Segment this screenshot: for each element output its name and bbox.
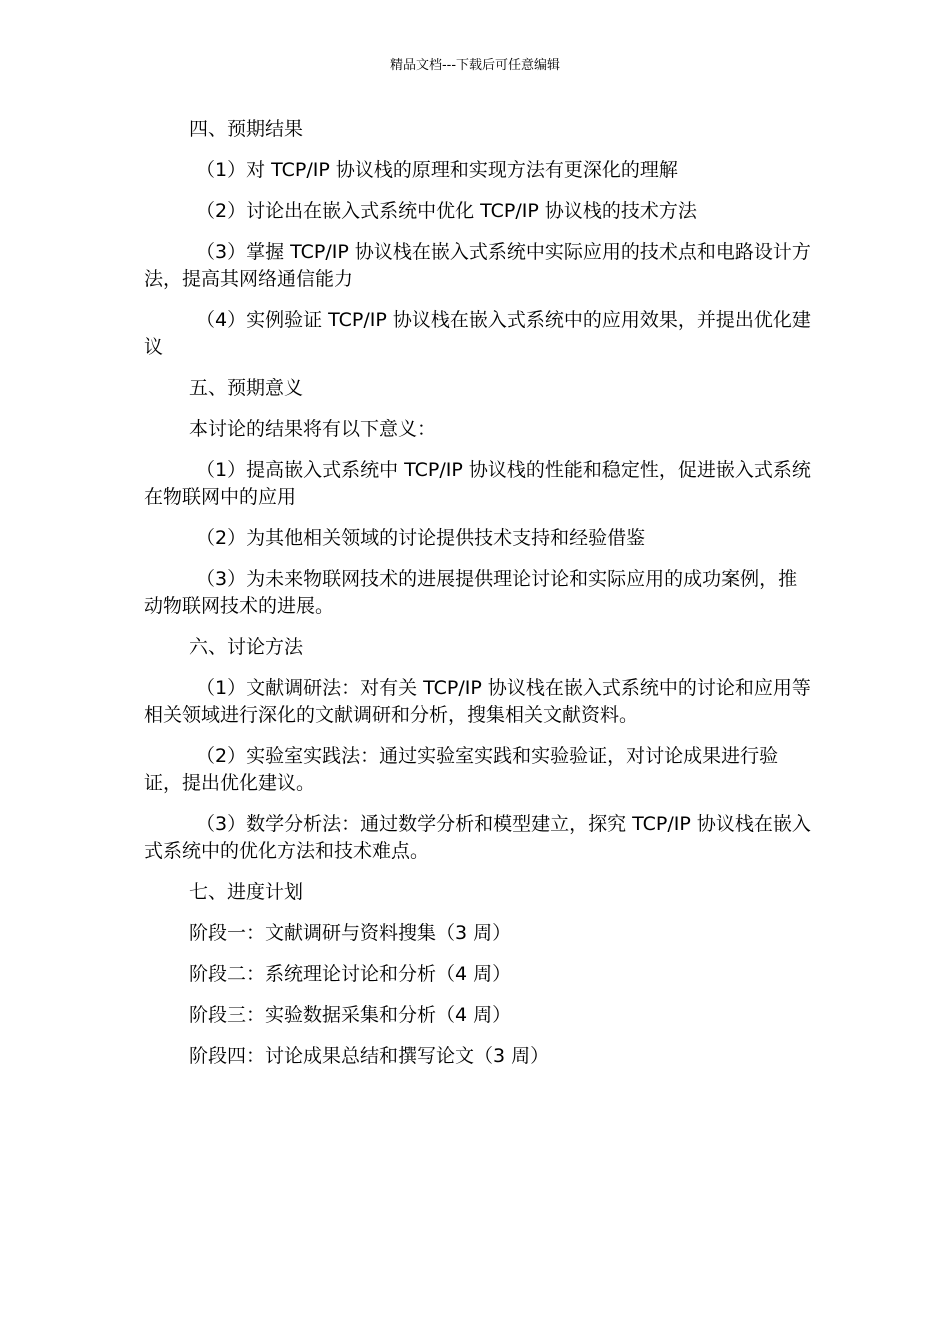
schedule-item: 阶段四：讨论成果总结和撰写论文（3 周） bbox=[189, 1045, 550, 1067]
section-heading-expected-results: 四、预期结果 bbox=[189, 118, 304, 140]
paragraph: 本讨论的结果将有以下意义： bbox=[189, 418, 437, 440]
paragraph: （3）数学分析法：通过数学分析和模型建立，探究 TCP/IP 协议栈在嵌入式系统中的优化方法和技术难点。 bbox=[144, 813, 811, 862]
paragraph: （2）为其他相关领域的讨论提供技术支持和经验借鉴 bbox=[196, 527, 646, 549]
document-body bbox=[144, 116, 816, 1084]
paragraph: （1）文献调研法：对有关 TCP/IP 协议栈在嵌入式系统中的讨论和应用等相关领域进行深化的文献调研和分析，搜集相关文献资料。 bbox=[144, 677, 811, 726]
paragraph: （1）提高嵌入式系统中 TCP/IP 协议栈的性能和稳定性，促进嵌入式系统在物联网中的应用 bbox=[144, 459, 811, 508]
paragraph: （1）对 TCP/IP 协议栈的原理和实现方法有更深化的理解 bbox=[196, 159, 678, 181]
paragraph: （4）实例验证 TCP/IP 协议栈在嵌入式系统中的应用效果，并提出优化建议 bbox=[144, 309, 811, 358]
section-heading-methods: 六、讨论方法 bbox=[189, 636, 304, 658]
schedule-item: 阶段二：系统理论讨论和分析（4 周） bbox=[189, 963, 512, 985]
paragraph: （2）实验室实践法：通过实验室实践和实验验证，对讨论成果进行验证，提出优化建议。 bbox=[144, 745, 779, 794]
paragraph: （3）为未来物联网技术的进展提供理论讨论和实际应用的成功案例，推动物联网技术的进展。 bbox=[144, 568, 798, 617]
paragraph: （2）讨论出在嵌入式系统中优化 TCP/IP 协议栈的技术方法 bbox=[196, 200, 697, 222]
schedule-item: 阶段一：文献调研与资料搜集（3 周） bbox=[189, 922, 512, 944]
section-heading-expected-significance: 五、预期意义 bbox=[189, 377, 304, 399]
schedule-item: 阶段三：实验数据采集和分析（4 周） bbox=[189, 1004, 512, 1026]
page-header: 精品文档---下载后可任意编辑 bbox=[389, 58, 561, 73]
section-heading-schedule: 七、进度计划 bbox=[189, 881, 304, 903]
paragraph: （3）掌握 TCP/IP 协议栈在嵌入式系统中实际应用的技术点和电路设计方法，提高其网络通信能力 bbox=[144, 241, 811, 290]
